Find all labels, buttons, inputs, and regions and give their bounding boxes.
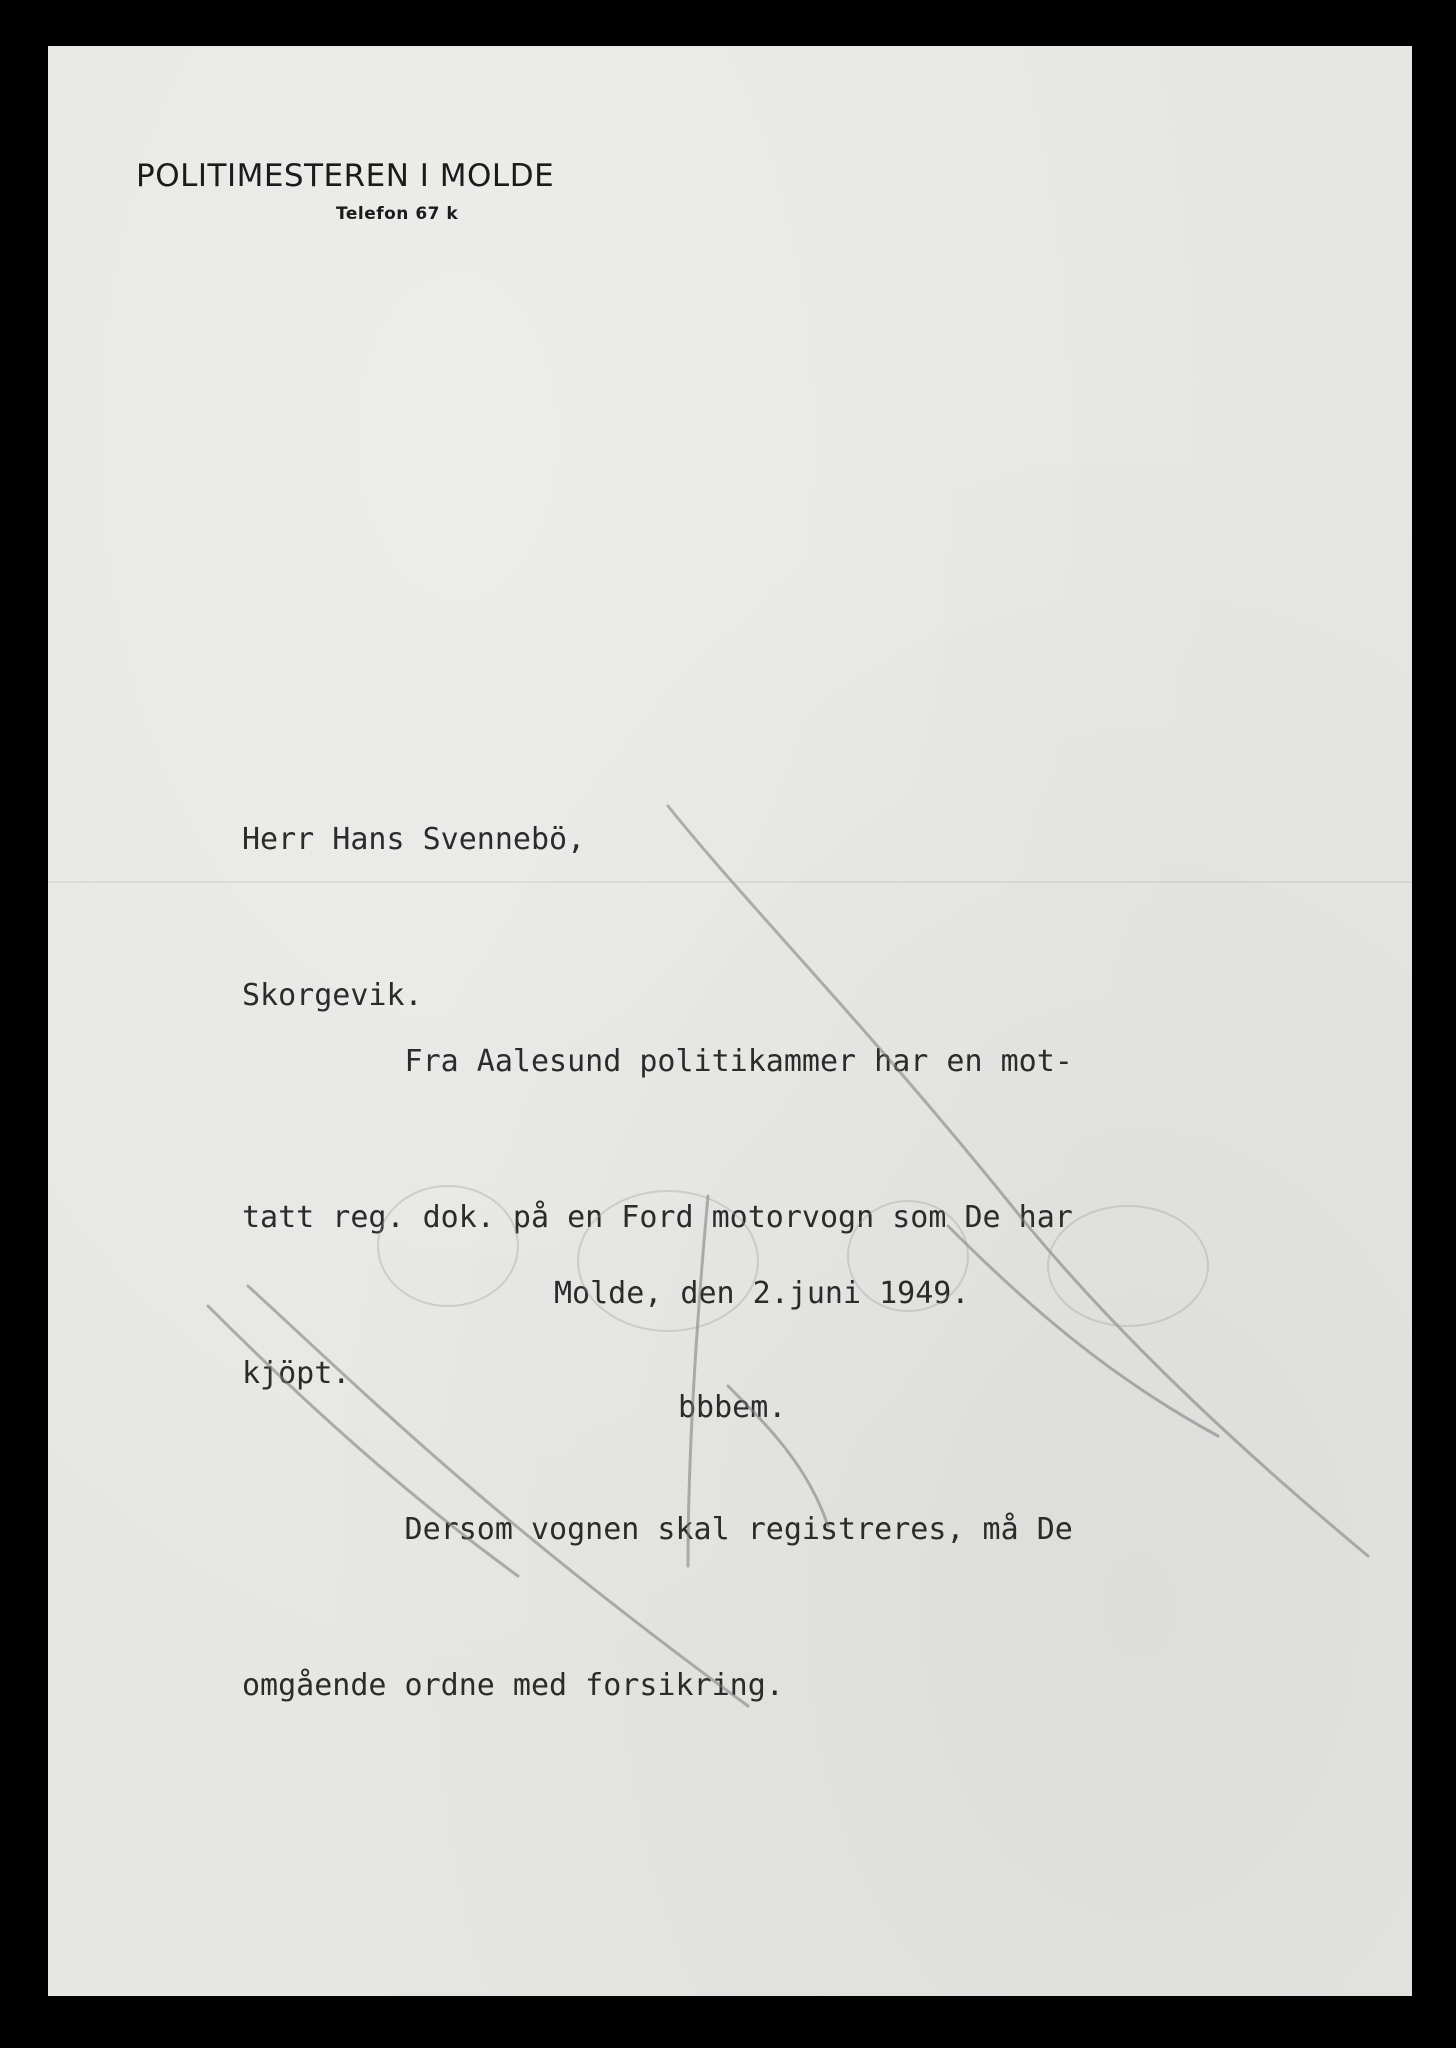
letter-sheet <box>48 46 1412 1996</box>
letterhead-phone: Telefon 67 k <box>336 204 459 224</box>
body-line: omgående ordne med forsikring. <box>242 1668 784 1703</box>
body-line: kjöpt. <box>242 1356 351 1391</box>
body-line: tatt reg. dok. på en Ford motorvogn som De har <box>242 1200 1073 1235</box>
letter-body <box>242 932 1073 1816</box>
letterhead <box>136 158 554 224</box>
recipient-place: Skorgevik. <box>242 978 423 1013</box>
signature-initials: bbbem. <box>678 1390 787 1425</box>
letterhead-title: POLITIMESTEREN I MOLDE <box>136 158 555 194</box>
body-line: Fra Aalesund politikammer har en mot- <box>242 1044 1073 1079</box>
recipient-name: Herr Hans Svennebö, <box>242 822 586 857</box>
body-line: Dersom vognen skal registreres, må De <box>242 1512 1073 1547</box>
letter-date: Molde, den 2.juni 1949. <box>554 1276 970 1311</box>
